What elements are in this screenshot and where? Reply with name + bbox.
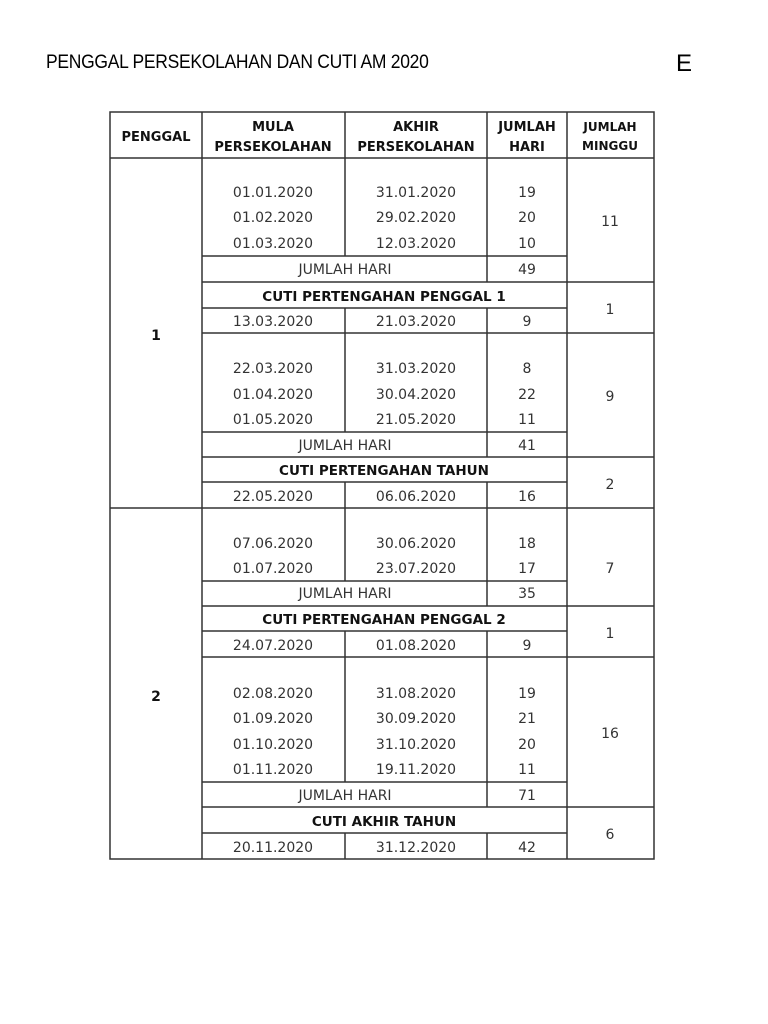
cell-mula: 01.11.2020 xyxy=(232,762,314,778)
cell-akhir: 31.08.2020 xyxy=(375,686,457,702)
cell-akhir: 12.03.2020 xyxy=(375,236,457,252)
header-minggu-line2: MINGGU xyxy=(582,139,638,153)
cell-mula: 01.04.2020 xyxy=(232,387,314,403)
cell-hari: 21 xyxy=(518,711,536,727)
table-row xyxy=(233,536,536,552)
cell-hari: 8 xyxy=(522,361,532,377)
minggu-value: 11 xyxy=(601,214,619,230)
minggu-value: 2 xyxy=(605,477,615,493)
cuti-label: CUTI PERTENGAHAN PENGGAL 2 xyxy=(262,612,506,628)
cell-mula: 22.03.2020 xyxy=(232,361,314,377)
cuti-label: CUTI PERTENGAHAN PENGGAL 1 xyxy=(262,289,506,305)
header-hari-line1: JUMLAH xyxy=(498,120,556,135)
cell-mula: 01.01.2020 xyxy=(232,185,314,201)
document-letter: E xyxy=(676,50,693,77)
total-value: 35 xyxy=(518,586,536,602)
cell-akhir: 30.04.2020 xyxy=(375,387,457,403)
header-akhir-line2: PERSEKOLAHAN xyxy=(357,140,475,155)
cell-hari: 18 xyxy=(518,536,536,552)
table-row xyxy=(233,185,536,201)
cell-hari: 42 xyxy=(518,840,536,856)
cell-hari: 20 xyxy=(518,737,536,753)
table-row xyxy=(233,737,536,753)
cell-hari: 11 xyxy=(518,762,536,778)
document-title: PENGGAL PERSEKOLAHAN DAN CUTI AM 2020 xyxy=(46,52,429,73)
table-row xyxy=(233,489,536,505)
cell-akhir: 06.06.2020 xyxy=(375,489,457,505)
cell-hari: 10 xyxy=(518,236,536,252)
table-row xyxy=(233,387,536,403)
minggu-value: 1 xyxy=(605,626,615,642)
cell-akhir: 31.01.2020 xyxy=(375,185,457,201)
cell-hari: 16 xyxy=(518,489,536,505)
table-row xyxy=(233,412,536,428)
minggu-value: 6 xyxy=(605,827,615,843)
cell-akhir: 23.07.2020 xyxy=(375,561,457,577)
cell-akhir: 31.03.2020 xyxy=(375,361,457,377)
cell-mula: 22.05.2020 xyxy=(232,489,314,505)
minggu-value: 7 xyxy=(605,561,615,577)
minggu-value: 1 xyxy=(605,302,615,318)
cell-mula: 01.07.2020 xyxy=(232,561,314,577)
cell-akhir: 31.12.2020 xyxy=(375,840,457,856)
total-label: JUMLAH HARI xyxy=(298,788,392,804)
total-value: 49 xyxy=(518,262,536,278)
cell-hari: 9 xyxy=(522,314,532,330)
cell-akhir: 01.08.2020 xyxy=(375,638,457,654)
table-row xyxy=(233,210,536,226)
cell-akhir: 29.02.2020 xyxy=(375,210,457,226)
header-hari-line2: HARI xyxy=(509,140,545,155)
table-row xyxy=(233,711,536,727)
cell-mula: 02.08.2020 xyxy=(232,686,314,702)
minggu-value: 9 xyxy=(605,389,615,405)
table-row xyxy=(233,561,536,577)
cell-akhir: 30.06.2020 xyxy=(375,536,457,552)
table-row xyxy=(233,762,536,778)
table-row xyxy=(233,236,536,252)
cell-mula: 01.10.2020 xyxy=(232,737,314,753)
header-minggu-line1: JUMLAH xyxy=(583,120,637,134)
total-value: 71 xyxy=(518,788,536,804)
cell-hari: 11 xyxy=(518,412,536,428)
cell-akhir: 30.09.2020 xyxy=(375,711,457,727)
header-mula-line1: MULA xyxy=(252,120,294,135)
header-mula-line2: PERSEKOLAHAN xyxy=(214,140,332,155)
total-label: JUMLAH HARI xyxy=(298,262,392,278)
cell-hari: 22 xyxy=(518,387,536,403)
cell-akhir: 19.11.2020 xyxy=(375,762,457,778)
cuti-label: CUTI AKHIR TAHUN xyxy=(311,814,457,830)
header-penggal: PENGGAL xyxy=(121,130,191,145)
total-value: 41 xyxy=(518,438,536,454)
table-row xyxy=(233,840,536,856)
penggal-label-2: 2 xyxy=(151,689,161,705)
cell-mula: 01.09.2020 xyxy=(232,711,314,727)
cuti-label: CUTI PERTENGAHAN TAHUN xyxy=(279,463,489,479)
cell-mula: 13.03.2020 xyxy=(232,314,314,330)
table-row xyxy=(233,686,536,702)
cell-hari: 17 xyxy=(518,561,536,577)
cell-mula: 07.06.2020 xyxy=(232,536,314,552)
cell-akhir: 21.03.2020 xyxy=(375,314,457,330)
total-label: JUMLAH HARI xyxy=(298,438,392,454)
header-akhir-line1: AKHIR xyxy=(393,120,439,135)
cell-hari: 20 xyxy=(518,210,536,226)
cell-akhir: 21.05.2020 xyxy=(375,412,457,428)
cell-mula: 24.07.2020 xyxy=(232,638,314,654)
cell-hari: 9 xyxy=(522,638,532,654)
cell-mula: 01.02.2020 xyxy=(232,210,314,226)
cell-hari: 19 xyxy=(518,185,536,201)
cell-hari: 19 xyxy=(518,686,536,702)
cell-mula: 01.03.2020 xyxy=(232,236,314,252)
total-label: JUMLAH HARI xyxy=(298,586,392,602)
cell-akhir: 31.10.2020 xyxy=(375,737,457,753)
penggal-label-1: 1 xyxy=(151,328,161,344)
minggu-value: 16 xyxy=(601,726,619,742)
cell-mula: 01.05.2020 xyxy=(232,412,314,428)
cell-mula: 20.11.2020 xyxy=(232,840,314,856)
